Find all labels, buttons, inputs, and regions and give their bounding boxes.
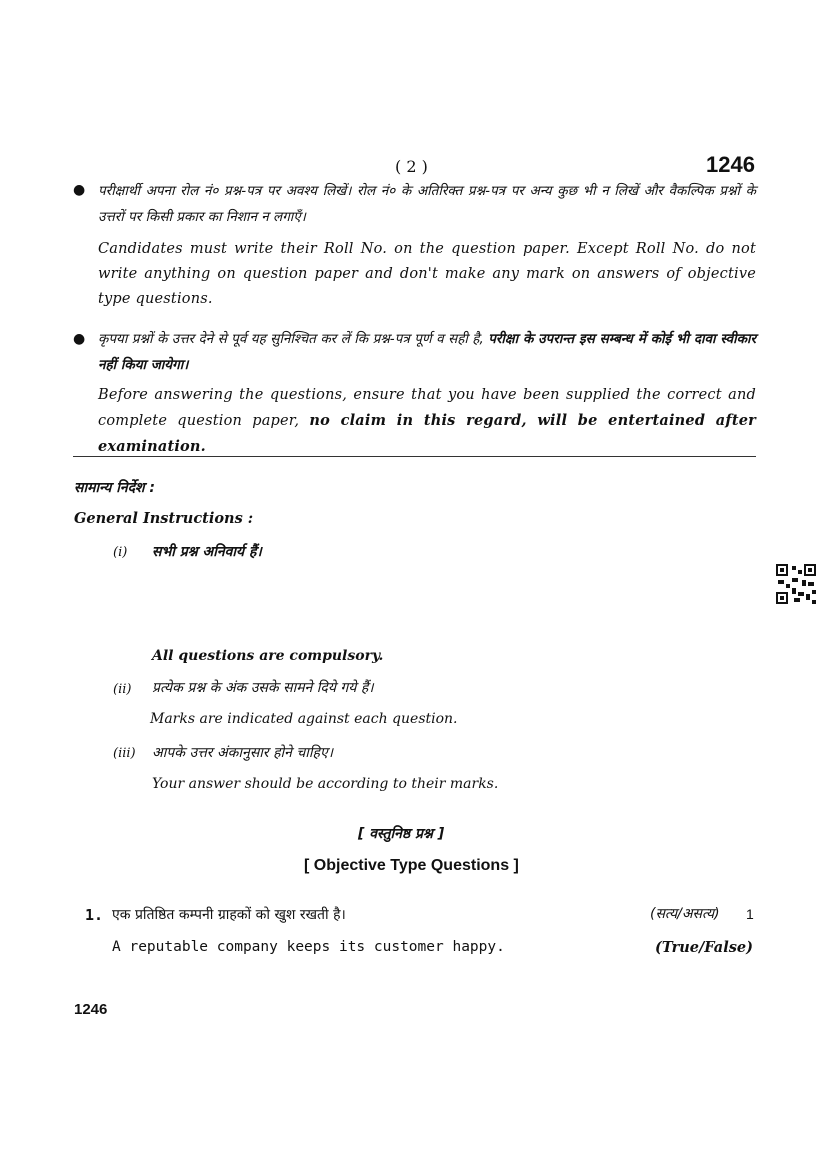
instruction-3-english: Your answer should be according to their marks.: [152, 776, 499, 792]
note-2-english-text: Before answering the questions, ensure that you have been supplied the correct and complete question paper,: [98, 387, 756, 429]
qr-code-icon: [776, 564, 816, 604]
instruction-1-hindi: सभी प्रश्न अनिवार्य हैं।: [152, 544, 262, 560]
bullet-icon: ●: [73, 182, 86, 198]
instruction-2-number: (ii): [113, 682, 132, 697]
paper-code-footer: 1246: [74, 1001, 108, 1018]
question-1-hindi: एक प्रतिष्ठित कम्पनी ग्राहकों को खुश रखती है।: [112, 907, 346, 923]
note-2-english-bold: no claim in this regard, will be entertained after examination.: [98, 412, 756, 455]
note-1-english: Candidates must write their Roll No. on the question paper. Except Roll No. do not write anything on question paper and don't make any mark on answers of objective type questions.: [98, 241, 756, 307]
question-1-hindi-options: (सत्य/असत्य): [650, 906, 720, 922]
instruction-2-english: Marks are indicated against each question.: [150, 711, 458, 727]
note-2-hindi-bold: परीक्षा के उपरान्त इस सम्बन्ध में कोई भी दावा स्वीकार नहीं किया जायेगा।: [98, 331, 756, 373]
question-1-english-options: (True/False): [655, 939, 753, 956]
page-number: ( 2 ): [395, 157, 428, 176]
instruction-3-number: (iii): [113, 746, 136, 761]
instruction-3-hindi: आपके उत्तर अंकानुसार होने चाहिए।: [152, 745, 333, 761]
instruction-1-number: (i): [113, 545, 128, 560]
instruction-2-hindi: प्रत्येक प्रश्न के अंक उसके सामने दिये गये हैं।: [152, 680, 374, 696]
general-instructions-heading: General Instructions :: [74, 510, 254, 527]
question-1-english: A reputable company keeps its customer happy.: [112, 939, 505, 955]
instruction-1-english: All questions are compulsory.: [152, 648, 384, 664]
section-heading-hindi: [ वस्तुनिष्ठ प्रश्न ]: [358, 826, 445, 842]
question-1-number: 1.: [85, 906, 104, 924]
general-instructions-hindi-heading: सामान्य निर्देश :: [74, 480, 156, 496]
bullet-icon: ●: [73, 331, 86, 347]
question-1-marks: 1: [746, 906, 754, 922]
note-2-hindi-text: कृपया प्रश्नों के उत्तर देने से पूर्व यह सुनिश्चित कर लें कि प्रश्न-पत्र पूर्ण व सही है,: [98, 331, 484, 347]
note-2-english: [98, 383, 756, 460]
section-heading: [ Objective Type Questions ]: [304, 857, 519, 874]
note-2-hindi: [98, 326, 756, 378]
paper-code-header: 1246: [706, 152, 755, 177]
divider-line: [73, 456, 756, 457]
note-1-hindi: परीक्षार्थी अपना रोल नं० प्रश्न-पत्र पर अवश्य लिखें। रोल नं० के अतिरिक्त प्रश्न-पत्र पर अन्य कुछ भी न लिखें और वैकल्पिक प्रश्नों के उत्तरों पर किसी प्रकार का निशान न लगाएँ।: [98, 183, 756, 225]
